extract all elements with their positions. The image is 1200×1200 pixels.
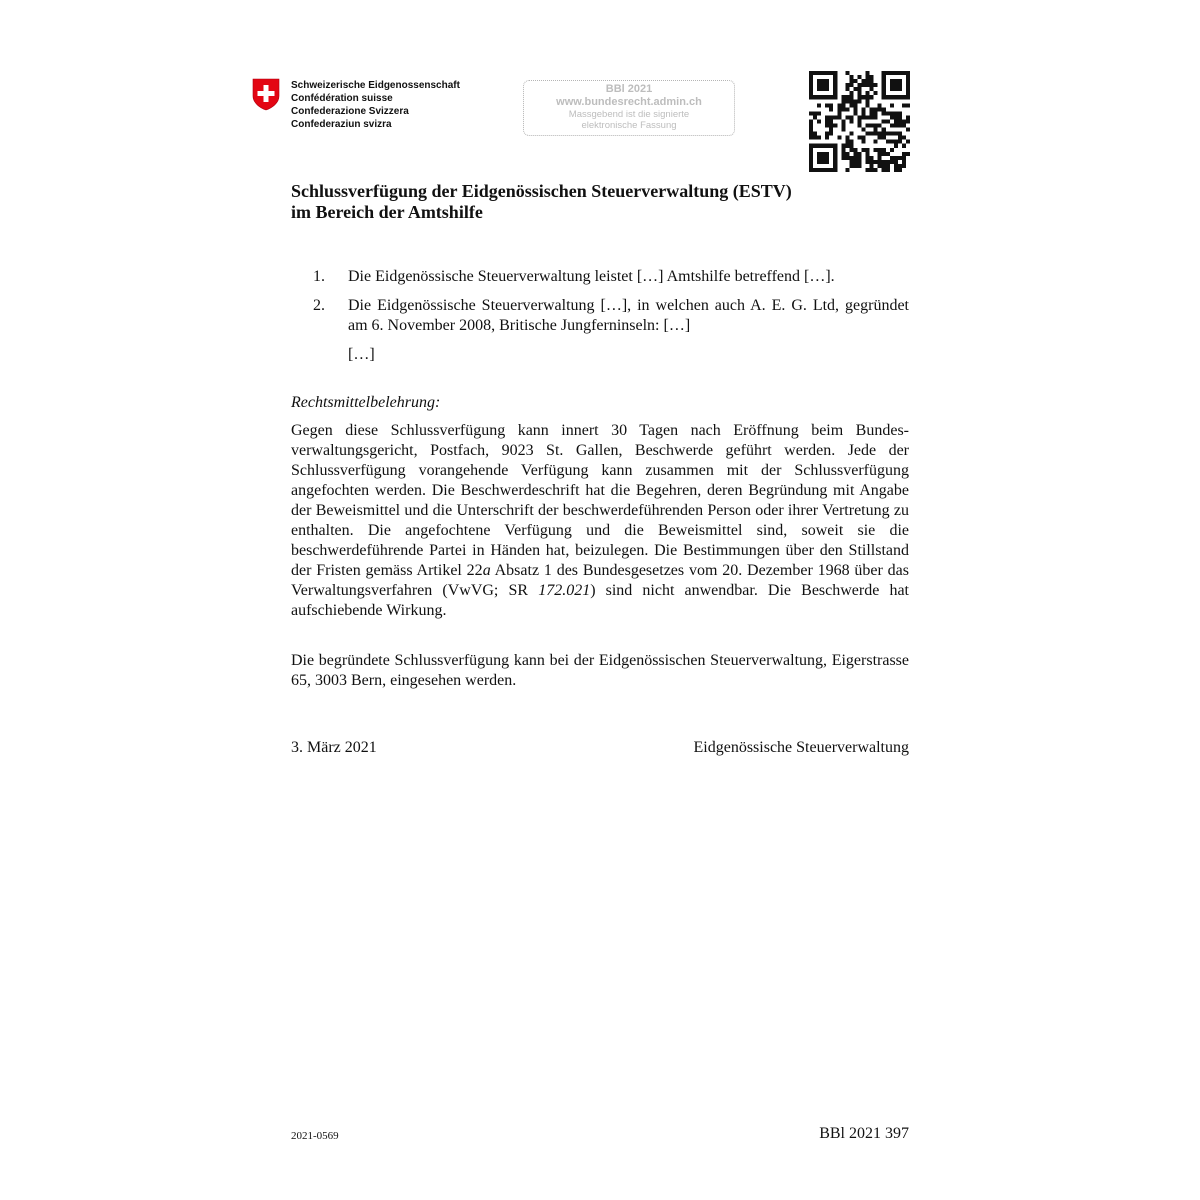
remedy-text-1: Gegen diese Schlussverfügung kann innert 30 Tagen nach Eröffnung beim Bundesverwaltungsgericht, Postfach, 9023 St. Gallen, Beschwerde geführt werden. Jede der Schlussverfügung vorangehende Verfügung kann zusammen mit der Schlussverfügung angefochten werden. Die Beschwerdeschrift hat die Begehren, deren Begründung mit Angabe der Beweismittel und die Unterschrift der beschwerdeführenden Person oder ihrer Vertretung zu enthalten. Die angefochtene Verfügung und die Beweismittel sind, soweit sie die beschwerdeführende Partei in Händen hat, beizulegen. Die Bestimmungen über den Stillstand der Fristen gemäss Artikel 22 xyxy=(291,422,909,579)
document-signer: Eidgenössische Steuerverwaltung xyxy=(693,739,909,756)
qr-code-icon[interactable] xyxy=(809,71,910,172)
stamp-note-2: elektronische Fassung xyxy=(581,120,677,131)
remedy-text-2: Absatz 1 des Bundesgesetzes vom 20. Dezember 1968 über das Verwaltungsverfahren (VwVG; SR xyxy=(291,562,909,599)
inspection-paragraph: Die begründete Schlussverfügung kann bei der Eidgenössischen Steuerverwaltung, Eigerstrasse 65, 3003 Bern, eingesehen werden. xyxy=(291,652,909,689)
gazette-reference: BBl 2021 397 xyxy=(819,1125,909,1142)
authority-line-rm: Confederaziun svizra xyxy=(291,119,392,130)
document-date: 3. März 2021 xyxy=(291,739,377,756)
list-item-number: 2. xyxy=(313,297,325,314)
stamp-gazette: BBl 2021 xyxy=(605,83,653,95)
omission-mark: […] xyxy=(348,346,375,363)
publication-stamp xyxy=(523,80,735,136)
sr-number: 172.021 xyxy=(538,582,591,599)
list-item: Die Eidgenössische Steuerverwaltung […], in welchen auch A. E. G. Ltd, gegründet am 6. November 2008, Britische Jungferninseln: […] xyxy=(348,297,909,334)
authority-line-fr: Confédération suisse xyxy=(291,93,393,104)
title-line-2: im Bereich der Amtshilfe xyxy=(291,202,483,222)
remedy-text-3: ) sind nicht anwendbar. Die Beschwerde hat aufschiebende Wirkung. xyxy=(291,582,909,619)
article-suffix: a xyxy=(482,562,491,579)
document-number: 2021-0569 xyxy=(291,1130,339,1142)
authority-line-it: Confederazione Svizzera xyxy=(291,106,409,117)
federal-authority-block xyxy=(291,79,460,131)
title-line-1: Schlussverfügung der Eidgenössischen Steuerverwaltung (ESTV) xyxy=(291,181,792,201)
stamp-url: www.bundesrecht.admin.ch xyxy=(556,96,702,108)
list-item-number: 1. xyxy=(313,268,325,285)
remedy-paragraph xyxy=(291,421,909,621)
stamp-note-1: Massgebend ist die signierte xyxy=(568,109,690,120)
remedy-heading: Rechtsmittelbelehrung: xyxy=(291,394,441,411)
authority-line-de: Schweizerische Eidgenossenschaft xyxy=(291,80,460,91)
swiss-cross-icon xyxy=(252,78,280,111)
document-title xyxy=(291,181,792,223)
list-item: Die Eidgenössische Steuerverwaltung leistet […] Amtshilfe betreffend […]. xyxy=(348,268,835,285)
